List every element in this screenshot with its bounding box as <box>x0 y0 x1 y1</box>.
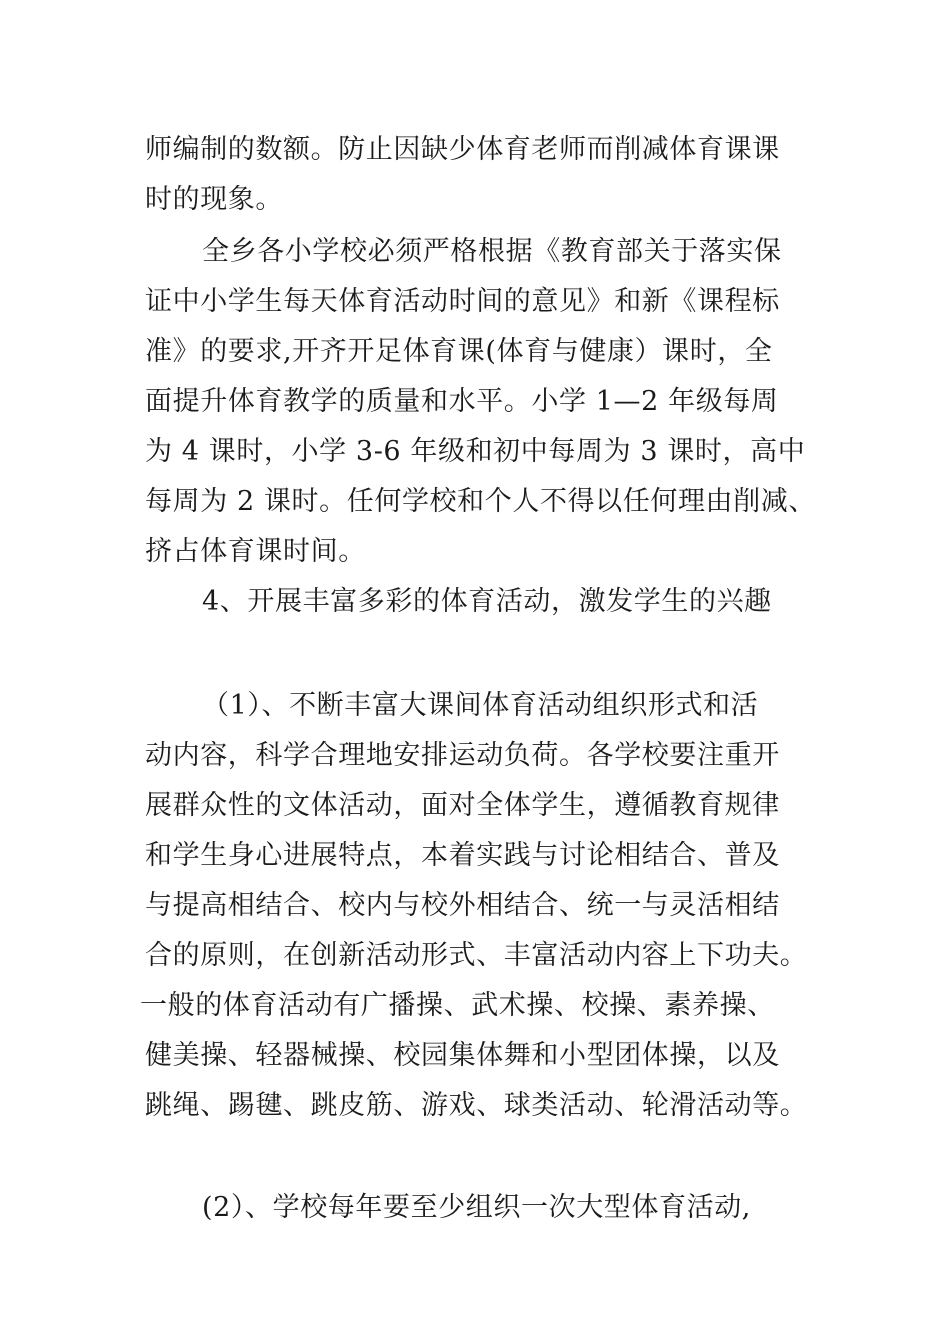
section-heading: 4、开展丰富多彩的体育活动，激发学生的兴趣 <box>202 586 772 617</box>
text-line: 为 4 课时，小学 3-6 年级和初中每周为 3 课时，高中 <box>145 436 806 467</box>
paragraph-first-line: （1）、不断丰富大课间体育活动组织形式和活 <box>202 690 759 721</box>
text-line: 准》的要求,开齐开足体育课(体育与健康）课时，全 <box>145 336 773 367</box>
text-line: 挤占体育课时间。 <box>145 536 366 567</box>
text-line: 展群众性的文体活动，面对全体学生，遵循教育规律 <box>145 790 780 821</box>
text-line: 师编制的数额。防止因缺少体育老师而削减体育课课 <box>145 134 780 165</box>
paragraph-first-line: (2）、学校每年要至少组织一次大型体育活动, <box>202 1192 751 1223</box>
paragraph-first-line: 全乡各小学校必须严格根据《教育部关于落实保 <box>202 236 782 267</box>
text-line: 一般的体育活动有广播操、武术操、校操、素养操、 <box>140 990 775 1021</box>
text-line: 时的现象。 <box>145 184 283 215</box>
text-line: 证中小学生每天体育活动时间的意见》和新《课程标 <box>145 286 780 317</box>
text-line: 跳绳、踢毽、跳皮筋、游戏、球类活动、轮滑活动等。 <box>145 1090 808 1121</box>
text-line: 动内容，科学合理地安排运动负荷。各学校要注重开 <box>145 740 780 771</box>
text-line: 合的原则，在创新活动形式、丰富活动内容上下功夫。 <box>145 940 808 971</box>
text-line: 与提高相结合、校内与校外相结合、统一与灵活相结 <box>145 890 780 921</box>
text-line: 和学生身心进展特点，本着实践与讨论相结合、普及 <box>145 840 780 871</box>
text-line: 每周为 2 课时。任何学校和个人不得以任何理由削减、 <box>145 486 816 517</box>
text-line: 健美操、轻器械操、校园集体舞和小型团体操，以及 <box>145 1040 780 1071</box>
text-line: 面提升体育教学的质量和水平。小学 1—2 年级每周 <box>145 386 779 417</box>
